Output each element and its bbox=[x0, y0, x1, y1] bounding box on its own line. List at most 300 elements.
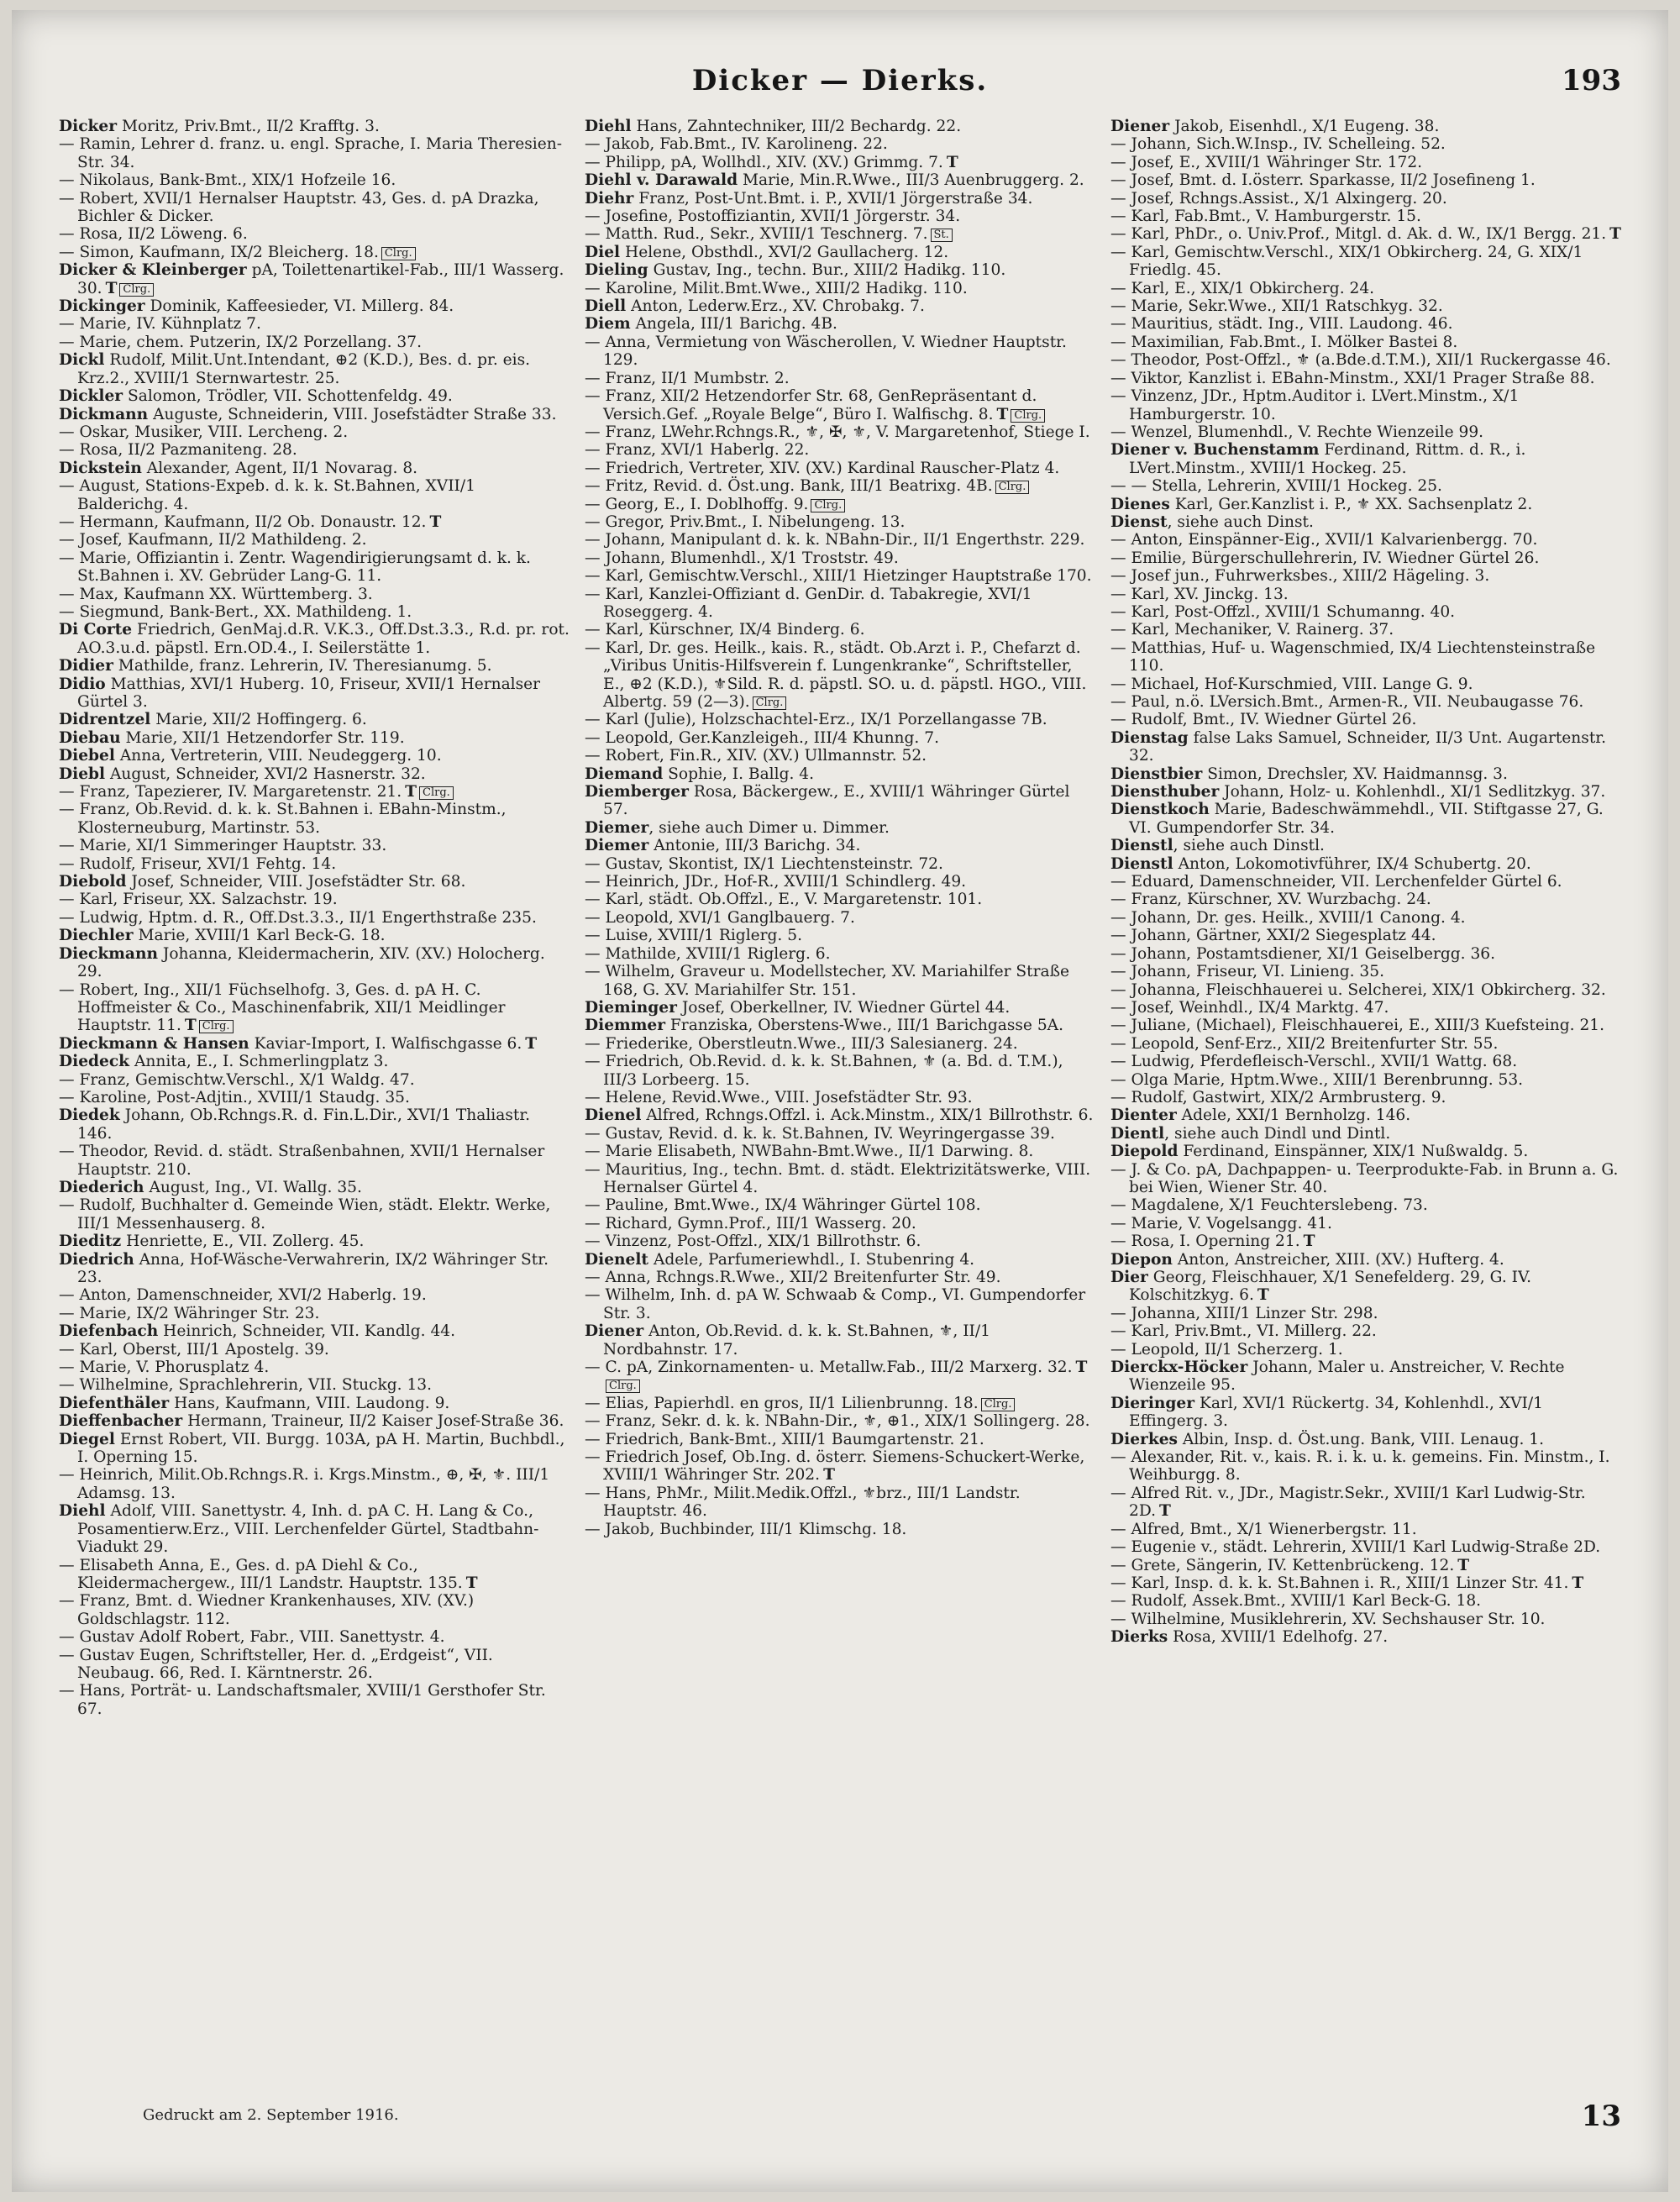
entry-text: — Karl, Post-Offzl., XVIII/1 Schumanng. 40. bbox=[1110, 602, 1456, 621]
entry-surname: Diepon bbox=[1110, 1250, 1173, 1269]
clearing-badge: Clrg. bbox=[995, 481, 1030, 494]
entry-text: — Karl (Julie), Holzschachtel-Erz., IX/1 Porzellangasse 7B. bbox=[585, 711, 1047, 729]
directory-entry bbox=[59, 387, 570, 405]
entry-text: — Paul, n.ö. LVersich.Bmt., Armen-R., VII. Neubaugasse 76. bbox=[1110, 693, 1584, 711]
directory-entry bbox=[1110, 190, 1621, 208]
entry-text: — Mathilde, XVIII/1 Riglerg. 6. bbox=[585, 944, 831, 963]
entry-text: — Johann, Dr. ges. Heilk., XVIII/1 Canong. 4. bbox=[1110, 908, 1466, 927]
directory-entry bbox=[585, 873, 1095, 891]
directory-entry bbox=[1110, 1106, 1621, 1124]
directory-entry bbox=[585, 208, 1095, 225]
entry-surname: Dieditz bbox=[59, 1232, 122, 1251]
telephone-mark: T bbox=[1257, 1286, 1269, 1305]
entry-surname: Didrentzel bbox=[59, 711, 151, 729]
entry-text: — Rosa, I. Operning 21. bbox=[1110, 1232, 1300, 1251]
entry-text: — Rudolf, Buchhalter d. Gemeinde Wien, städt. Elektr. Werke, III/1 Messenhauserg. 8. bbox=[59, 1196, 551, 1232]
directory-entry bbox=[59, 1179, 570, 1196]
directory-entry bbox=[585, 729, 1095, 747]
directory-entry bbox=[1110, 783, 1621, 801]
telephone-mark: T bbox=[429, 512, 442, 531]
directory-entry bbox=[585, 1412, 1095, 1430]
directory-entry bbox=[1110, 999, 1621, 1017]
entry-text: — Karl, Oberst, III/1 Apostelg. 39. bbox=[59, 1340, 329, 1359]
entry-text: Helene, Obsthdl., XVI/2 Gaullacherg. 12. bbox=[620, 243, 949, 261]
entry-text: — Magdalene, X/1 Feuchterslebeng. 73. bbox=[1110, 1196, 1428, 1215]
entry-text: — Luise, XVIII/1 Riglerg. 5. bbox=[585, 927, 802, 945]
entry-text: — Franz, Kürschner, XV. Wurzbachg. 24. bbox=[1110, 891, 1431, 909]
entry-surname: Di Corte bbox=[59, 621, 133, 639]
entry-surname: Diell bbox=[585, 297, 627, 316]
entry-text: — Richard, Gymn.Prof., III/1 Wasserg. 20. bbox=[585, 1214, 916, 1232]
directory-entry bbox=[1110, 945, 1621, 963]
entry-text: — Gustav, Revid. d. k. k. St.Bahnen, IV. Weyringergasse 39. bbox=[585, 1124, 1055, 1143]
directory-entry bbox=[59, 1305, 570, 1322]
entry-text: — Helene, Revid.Wwe., VIII. Josefstädter Str. 93. bbox=[585, 1088, 973, 1106]
entry-text: — Josef, Weinhdl., IX/4 Marktg. 47. bbox=[1110, 998, 1389, 1017]
directory-entry bbox=[1110, 118, 1621, 135]
directory-entry bbox=[59, 837, 570, 854]
entry-surname: Diedeck bbox=[59, 1053, 130, 1071]
entry-text: — Karl, XV. Jinckg. 13. bbox=[1110, 585, 1289, 603]
entry-text: — Marie Elisabeth, NWBahn-Bmt.Wwe., II/1 Darwing. 8. bbox=[585, 1143, 1034, 1161]
directory-entry bbox=[1110, 1305, 1621, 1322]
entry-text: — Karl, Kürschner, IX/4 Binderg. 6. bbox=[585, 621, 865, 639]
entry-text: — Alfred, Bmt., X/1 Wienerbergstr. 11. bbox=[1110, 1520, 1417, 1538]
entry-text: August, Ing., VI. Wallg. 35. bbox=[144, 1178, 362, 1196]
directory-entry bbox=[585, 1521, 1095, 1538]
directory-entry bbox=[585, 927, 1095, 944]
directory-entry bbox=[585, 711, 1095, 728]
entry-text: — Robert, Fin.R., XIV. (XV.) Ullmannstr. 52. bbox=[585, 747, 927, 765]
entry-text: — Ludwig, Pferdefleisch-Verschl., XVII/1 Wattg. 68. bbox=[1110, 1053, 1518, 1071]
entry-text: — Franz, II/1 Mumbstr. 2. bbox=[585, 369, 790, 387]
directory-entry bbox=[1110, 567, 1621, 585]
entry-text: — Franz, Ob.Revid. d. k. k. St.Bahnen i. EBahn-Minstm., Klosterneuburg, Martinstr. 53. bbox=[59, 801, 507, 837]
entry-text: — Friedrich, Vertreter, XIV. (XV.) Kardinal Rauscher-Platz 4. bbox=[585, 459, 1060, 477]
directory-entry bbox=[59, 441, 570, 459]
directory-entry bbox=[59, 261, 570, 297]
entry-text: Ferdinand, Rittm. d. R., i. LVert.Minstm., XVIII/1 Hockeg. 25. bbox=[1129, 441, 1526, 477]
entry-text: Georg, Fleischhauer, X/1 Senefelderg. 29, G. IV. Kolschitzkyg. 6. bbox=[1129, 1269, 1532, 1305]
clearing-badge: Clrg. bbox=[119, 283, 154, 297]
directory-entry bbox=[59, 1628, 570, 1646]
directory-entry bbox=[1110, 315, 1621, 333]
directory-entry bbox=[1110, 1053, 1621, 1070]
entry-surname: Diel bbox=[585, 243, 621, 261]
entry-text: — Johanna, Fleischhauerei u. Selcherei, XIX/1 Obkircherg. 32. bbox=[1110, 980, 1606, 999]
directory-entry bbox=[585, 765, 1095, 783]
directory-entry bbox=[59, 423, 570, 441]
directory-entry bbox=[585, 315, 1095, 333]
entry-text: Johann, Ob.Rchngs.R. d. Fin.L.Dir., XVI/1 Thaliastr. 146. bbox=[77, 1106, 531, 1143]
entry-surname: Dier bbox=[1110, 1269, 1148, 1286]
directory-entry bbox=[1110, 855, 1621, 873]
directory-entry bbox=[585, 963, 1095, 999]
entry-text: — Pauline, Bmt.Wwe., IX/4 Währinger Gürtel 108. bbox=[585, 1196, 981, 1215]
entry-text: Franz, Post-Unt.Bmt. i. P., XVII/1 Jörgerstraße 34. bbox=[633, 189, 1033, 208]
entry-surname: Dienstl bbox=[1110, 837, 1173, 855]
directory-entry bbox=[59, 531, 570, 549]
telephone-mark: T bbox=[105, 279, 118, 297]
entry-text: Alexander, Agent, II/1 Novarag. 8. bbox=[141, 459, 418, 477]
directory-entry bbox=[1110, 927, 1621, 944]
directory-entry bbox=[1110, 171, 1621, 189]
entry-text: — — Stella, Lehrerin, XVIII/1 Hockeg. 25. bbox=[1110, 477, 1442, 496]
entry-surname: Diepold bbox=[1110, 1143, 1179, 1161]
entry-text: — Franz, Tapezierer, IV. Margaretenstr. 21. bbox=[59, 783, 402, 801]
directory-entry bbox=[1110, 1628, 1621, 1646]
directory-entry bbox=[585, 621, 1095, 639]
directory-entry bbox=[585, 423, 1095, 441]
directory-entry bbox=[59, 586, 570, 603]
entry-text: Salomon, Trödler, VII. Schottenfeldg. 49. bbox=[123, 387, 453, 406]
directory-entry bbox=[59, 1106, 570, 1143]
directory-entry bbox=[585, 1106, 1095, 1124]
entry-text: — Elias, Papierhdl. en gros, II/1 Lilienbrunng. 18. bbox=[585, 1394, 979, 1412]
entry-text: — Anna, Rchngs.R.Wwe., XII/2 Breitenfurter Str. 49. bbox=[585, 1269, 1001, 1286]
entry-text: — Leopold, Ger.Kanzleigeh., III/4 Khunng. 7. bbox=[585, 728, 939, 747]
entry-text: — Johann, Blumenhdl., X/1 Troststr. 49. bbox=[585, 549, 899, 567]
directory-entry bbox=[1110, 1089, 1621, 1106]
directory-entry bbox=[59, 513, 570, 531]
directory-entry bbox=[585, 1035, 1095, 1053]
directory-entry bbox=[59, 1502, 570, 1556]
entry-surname: Dienstbier bbox=[1110, 765, 1203, 783]
directory-entry bbox=[585, 586, 1095, 622]
entry-text: — Karl, Friseur, XX. Salzachstr. 19. bbox=[59, 891, 338, 909]
directory-entry bbox=[585, 783, 1095, 819]
directory-entry bbox=[585, 1322, 1095, 1359]
entry-surname: Dieckmann bbox=[59, 944, 158, 963]
clearing-badge: Clrg. bbox=[811, 499, 845, 512]
directory-entry bbox=[1110, 1538, 1621, 1556]
directory-entry bbox=[585, 171, 1095, 189]
entry-surname: Diemand bbox=[585, 765, 664, 783]
entry-text: — Oskar, Musiker, VIII. Lercheng. 2. bbox=[59, 423, 349, 441]
directory-entry bbox=[59, 351, 570, 387]
entry-text: — Johann, Manipulant d. k. k. NBahn-Dir., II/1 Engerthstr. 229. bbox=[585, 531, 1085, 549]
directory-entry bbox=[1110, 513, 1621, 531]
entry-text: — Georg, E., I. Doblhoffg. 9. bbox=[585, 495, 809, 513]
directory-entry bbox=[585, 1431, 1095, 1448]
entry-surname: Diemer bbox=[585, 837, 649, 855]
directory-entry bbox=[585, 1232, 1095, 1250]
directory-entry bbox=[1110, 1232, 1621, 1250]
entry-text: Karl, XVI/1 Rückertg. 34, Kohlenhdl., XVI/1 Effingerg. 3. bbox=[1129, 1394, 1543, 1431]
entry-surname: Diebl bbox=[59, 765, 106, 783]
page-header bbox=[12, 60, 1668, 111]
directory-entry bbox=[59, 1035, 570, 1053]
entry-text: — Heinrich, JDr., Hof-R., XVIII/1 Schindlerg. 49. bbox=[585, 873, 967, 891]
entry-surname: Diener bbox=[585, 1322, 644, 1341]
clearing-badge: Clrg. bbox=[199, 1020, 234, 1033]
entry-text: Henriette, E., VII. Zollerg. 45. bbox=[121, 1232, 365, 1251]
entry-text: — Simon, Kaufmann, IX/2 Bleicherg. 18. bbox=[59, 243, 379, 261]
entry-text: — Ramin, Lehrer d. franz. u. engl. Sprache, I. Maria Theresien-Str. 34. bbox=[59, 135, 562, 171]
entry-text: Rosa, XVIII/1 Edelhofg. 27. bbox=[1168, 1628, 1389, 1647]
entry-text: — Josef, E., XVIII/1 Währinger Str. 172. bbox=[1110, 153, 1423, 171]
entry-text: Ernst Robert, VII. Burgg. 103A, pA H. Martin, Buchbdl., I. Operning 15. bbox=[77, 1430, 565, 1467]
print-date: Gedruckt am 2. September 1916. bbox=[143, 2106, 399, 2124]
entry-surname: Dienstl bbox=[1110, 854, 1173, 873]
entry-text: — Karl, Insp. d. k. k. St.Bahnen i. R., XIII/1 Linzer Str. 41. bbox=[1110, 1574, 1569, 1592]
entry-surname: Dienstkoch bbox=[1110, 801, 1210, 819]
directory-entry bbox=[1110, 1215, 1621, 1232]
entry-text: — Siegmund, Bank-Bert., XX. Mathildeng. 1. bbox=[59, 602, 412, 621]
entry-surname: Dienes bbox=[1110, 495, 1170, 513]
entry-text: — Friedrich, Bank-Bmt., XIII/1 Baumgartenstr. 21. bbox=[585, 1430, 984, 1448]
directory-entry bbox=[1110, 370, 1621, 387]
entry-text: — Leopold, II/1 Scherzerg. 1. bbox=[1110, 1340, 1343, 1359]
directory-entry bbox=[59, 855, 570, 873]
entry-surname: Dierkes bbox=[1110, 1430, 1178, 1448]
entry-text: — Vinzenz, Post-Offzl., XIX/1 Billrothstr. 6. bbox=[585, 1232, 921, 1251]
directory-entry bbox=[585, 1448, 1095, 1485]
directory-entry bbox=[585, 747, 1095, 765]
entry-text: Annita, E., I. Schmerlingplatz 3. bbox=[129, 1053, 389, 1071]
directory-page bbox=[12, 10, 1668, 2192]
entry-text: — Michael, Hof-Kurschmied, VIII. Lange G. 9. bbox=[1110, 675, 1473, 693]
entry-text: Adolf, VIII. Sanettystr. 4, Inh. d. pA C. H. Lang & Co., Posamentierw.Erz., VIII. Lerchenfelder Gürtel, Stadtbahn-Viadukt 29. bbox=[77, 1502, 539, 1557]
directory-entry bbox=[1110, 1143, 1621, 1160]
directory-entry bbox=[1110, 873, 1621, 891]
directory-entry bbox=[59, 891, 570, 908]
directory-entry bbox=[585, 477, 1095, 495]
entry-text: — Anna, Vermietung von Wäscherollen, V. Wiedner Hauptstr. 129. bbox=[585, 333, 1067, 370]
telephone-mark: T bbox=[946, 153, 958, 171]
telephone-mark: T bbox=[1159, 1502, 1171, 1521]
directory-entry bbox=[1110, 1574, 1621, 1592]
directory-entry bbox=[1110, 621, 1621, 639]
entry-text: — Gustav Adolf Robert, Fabr., VIII. Sanettystr. 4. bbox=[59, 1628, 445, 1647]
telephone-mark: T bbox=[525, 1034, 538, 1053]
entry-text: — Elisabeth Anna, E., Ges. d. pA Diehl & Co., Kleidermachergew., III/1 Landstr. Hauptstr. 135. bbox=[59, 1556, 463, 1592]
entry-text: Adele, XXI/1 Bernholzg. 146. bbox=[1176, 1106, 1411, 1125]
entry-text: — Nikolaus, Bank-Bmt., XIX/1 Hofzeile 16. bbox=[59, 171, 396, 190]
directory-entry bbox=[1110, 1035, 1621, 1053]
directory-entry bbox=[1110, 891, 1621, 908]
entry-text: — Josef, Bmt. d. I.österr. Sparkasse, II/2 Josefineng 1. bbox=[1110, 171, 1536, 190]
entry-surname: Dieringer bbox=[1110, 1394, 1195, 1412]
entry-text: Kaviar-Import, I. Walfischgasse 6. bbox=[249, 1034, 522, 1053]
directory-entry bbox=[1110, 1251, 1621, 1269]
directory-entry bbox=[59, 657, 570, 675]
directory-entry bbox=[1110, 496, 1621, 513]
entry-text: — J. & Co. pA, Dachpappen- u. Teerprodukte-Fab. in Brunn a. G. bei Wien, Wiener Str. 40. bbox=[1110, 1160, 1619, 1196]
directory-entry bbox=[59, 1592, 570, 1628]
directory-entry bbox=[1110, 586, 1621, 603]
column-3 bbox=[1110, 118, 1621, 2092]
directory-entry bbox=[59, 675, 570, 712]
entry-text: Anton, Lokomotivführer, IX/4 Schubertg. 20. bbox=[1173, 854, 1531, 873]
entry-text: Auguste, Schneiderin, VIII. Josefstädter Straße 33. bbox=[148, 405, 557, 423]
directory-entry bbox=[59, 1341, 570, 1359]
entry-surname: Diedrich bbox=[59, 1250, 134, 1269]
directory-entry bbox=[59, 190, 570, 226]
entry-text: — Marie, V. Phorusplatz 4. bbox=[59, 1359, 270, 1377]
entry-surname: Dicker bbox=[59, 118, 118, 135]
entry-surname: Diener v. Buchenstamm bbox=[1110, 441, 1320, 460]
telephone-mark: T bbox=[823, 1466, 835, 1485]
entry-text: , siehe auch Dindl und Dintl. bbox=[1164, 1124, 1391, 1143]
entry-surname: Dienst bbox=[1110, 512, 1168, 531]
entry-text: — Johann, Gärtner, XXI/2 Siegesplatz 44. bbox=[1110, 927, 1436, 945]
entry-surname: Diehl bbox=[585, 118, 632, 135]
entry-text: — Marie, IV. Kühnplatz 7. bbox=[59, 315, 261, 334]
entry-surname: Diemer bbox=[585, 818, 649, 837]
entry-text: — Ludwig, Hptm. d. R., Off.Dst.3.3., II/1 Engerthstraße 235. bbox=[59, 908, 537, 927]
directory-entry bbox=[585, 1089, 1095, 1106]
column-2 bbox=[585, 118, 1095, 2092]
directory-entry bbox=[59, 1431, 570, 1467]
entry-surname: Dientl bbox=[1110, 1124, 1165, 1143]
clearing-badge: St. bbox=[931, 229, 953, 242]
entry-text: — Matthias, Huf- u. Wagenschmied, IX/4 Liechtensteinstraße 110. bbox=[1110, 639, 1596, 675]
entry-text: — Josef jun., Fuhrwerksbes., XIII/2 Hägeling. 3. bbox=[1110, 567, 1490, 586]
entry-text: — Wilhelmine, Sprachlehrerin, VII. Stuckg. 13. bbox=[59, 1376, 433, 1395]
directory-entry bbox=[1110, 154, 1621, 171]
directory-entry bbox=[1110, 729, 1621, 765]
directory-entry bbox=[1110, 711, 1621, 728]
directory-entry bbox=[59, 783, 570, 801]
entry-text: — Wilhelmine, Musiklehrerin, XV. Sechshauser Str. 10. bbox=[1110, 1610, 1546, 1628]
entry-text: — Rosa, II/2 Pazmaniteng. 28. bbox=[59, 441, 297, 460]
directory-entry bbox=[59, 1412, 570, 1430]
directory-entry bbox=[1110, 1521, 1621, 1538]
directory-entry bbox=[1110, 1322, 1621, 1340]
telephone-mark: T bbox=[1303, 1232, 1315, 1251]
entry-text: — Gregor, Priv.Bmt., I. Nibelungeng. 13. bbox=[585, 512, 906, 531]
entry-text: — Viktor, Kanzlist i. EBahn-Minstm., XXI/1 Prager Straße 88. bbox=[1110, 369, 1595, 387]
directory-entry bbox=[1110, 981, 1621, 999]
directory-entry bbox=[585, 855, 1095, 873]
directory-entry bbox=[585, 370, 1095, 387]
directory-entry bbox=[59, 1089, 570, 1106]
entry-surname: Dickinger bbox=[59, 297, 145, 316]
directory-entry bbox=[585, 1269, 1095, 1286]
entry-text: Rudolf, Milit.Unt.Intendant, ⊕2 (K.D.), Bes. d. pr. eis. Krz.2., XVIII/1 Sternwartestr. 25. bbox=[77, 351, 531, 387]
entry-surname: Diehl v. Darawald bbox=[585, 171, 738, 190]
entry-text: Simon, Drechsler, XV. Haidmannsg. 3. bbox=[1202, 765, 1508, 783]
entry-surname: Dieffenbacher bbox=[59, 1412, 183, 1431]
telephone-mark: T bbox=[465, 1574, 478, 1592]
entry-surname: Diefenbach bbox=[59, 1322, 159, 1341]
entry-text: — Heinrich, Milit.Ob.Rchngs.R. i. Krgs.Minstm., ⊕, ✠, ⚜. III/1 Adamsg. 13. bbox=[59, 1466, 550, 1502]
entry-text: — Wilhelm, Inh. d. pA W. Schwaab & Comp., VI. Gumpendorfer Str. 3. bbox=[585, 1286, 1086, 1322]
directory-entry bbox=[59, 477, 570, 513]
entry-surname: Dierckx-Höcker bbox=[1110, 1359, 1248, 1377]
entry-text: — Franz, Bmt. d. Wiedner Krankenhauses, XIV. (XV.) Goldschlagstr. 112. bbox=[59, 1592, 475, 1628]
entry-text: — Fritz, Revid. d. Öst.ung. Bank, III/1 Beatrixg. 4B. bbox=[585, 477, 993, 496]
entry-text: — Alfred Rit. v., JDr., Magistr.Sekr., XVIII/1 Karl Ludwig-Str. 2D. bbox=[1110, 1484, 1586, 1521]
entry-text: false Laks Samuel, Schneider, II/3 Unt. Augartenstr. 32. bbox=[1129, 728, 1607, 765]
telephone-mark: T bbox=[1075, 1359, 1088, 1377]
directory-entry bbox=[1110, 208, 1621, 225]
entry-text: — Marie, XI/1 Simmeringer Hauptstr. 33. bbox=[59, 837, 387, 855]
entry-text: — Emilie, Bürgerschullehrerin, IV. Wiedner Gürtel 26. bbox=[1110, 549, 1540, 567]
entry-text: — Franz, Gemischtw.Verschl., X/1 Waldg. 47. bbox=[59, 1070, 415, 1089]
directory-entry bbox=[1110, 334, 1621, 351]
entry-surname: Dienelt bbox=[585, 1250, 649, 1269]
entry-text: — Rudolf, Assek.Bmt., XVIII/1 Karl Beck-G. 18. bbox=[1110, 1592, 1482, 1611]
column-1 bbox=[59, 118, 570, 2092]
directory-entry bbox=[59, 765, 570, 783]
clearing-badge: Clrg. bbox=[606, 1380, 640, 1393]
clearing-badge: Clrg. bbox=[1011, 409, 1045, 423]
entry-text: Friedrich, GenMaj.d.R. V.K.3., Off.Dst.3.3., R.d. pr. rot. AO.3.u.d. päpstl. Ern.OD.4., I. Seilerstätte 1. bbox=[77, 621, 570, 657]
directory-entry bbox=[59, 135, 570, 171]
entry-text: Johann, Maler u. Anstreicher, V. Rechte Wienzeile 95. bbox=[1129, 1359, 1565, 1395]
directory-entry bbox=[585, 999, 1095, 1017]
entry-text: Johann, Holz- u. Kohlenhdl., XI/1 Sedlitzkyg. 37. bbox=[1219, 783, 1606, 801]
directory-entry bbox=[59, 460, 570, 477]
directory-entry bbox=[585, 1053, 1095, 1089]
entry-text: — Jakob, Fab.Bmt., IV. Karolineng. 22. bbox=[585, 135, 888, 154]
directory-entry bbox=[1110, 765, 1621, 783]
directory-entry bbox=[1110, 531, 1621, 549]
directory-entry bbox=[585, 460, 1095, 477]
directory-entry bbox=[1110, 135, 1621, 153]
directory-entry bbox=[59, 1466, 570, 1502]
entry-text: — Max, Kaufmann XX. Württemberg. 3. bbox=[59, 585, 373, 603]
sheet-number: 13 bbox=[1581, 2100, 1621, 2133]
directory-entry bbox=[1110, 1592, 1621, 1610]
directory-entry bbox=[585, 531, 1095, 549]
entry-text: — Philipp, pA, Wollhdl., XIV. (XV.) Grimmg. 7. bbox=[585, 153, 943, 171]
directory-entry bbox=[585, 280, 1095, 297]
directory-entry bbox=[585, 945, 1095, 963]
directory-entry bbox=[59, 1376, 570, 1394]
directory-entry bbox=[585, 1215, 1095, 1232]
entry-surname: Diedek bbox=[59, 1106, 120, 1125]
entry-text: Marie, Min.R.Wwe., III/3 Auenbruggerg. 2. bbox=[738, 171, 1084, 190]
directory-entry bbox=[1110, 1611, 1621, 1628]
directory-entry bbox=[585, 334, 1095, 370]
entry-text: — Franz, Sekr. d. k. k. NBahn-Dir., ⚜, ⊕1., XIX/1 Sollingerg. 28. bbox=[585, 1412, 1090, 1431]
entry-text: Johanna, Kleidermacherin, XIV. (XV.) Holocherg. 29. bbox=[77, 944, 545, 981]
entry-text: — Franz, XVI/1 Haberlg. 22. bbox=[585, 441, 810, 460]
entry-text: — Olga Marie, Hptm.Wwe., XIII/1 Berenbrunng. 53. bbox=[1110, 1070, 1524, 1089]
entry-text: — Wenzel, Blumenhdl., V. Rechte Wienzeile 99. bbox=[1110, 423, 1484, 441]
entry-text: — Vinzenz, JDr., Hptm.Auditor i. LVert.Minstm., X/1 Hamburgerstr. 10. bbox=[1110, 387, 1520, 423]
directory-entry bbox=[1110, 801, 1621, 837]
directory-entry bbox=[1110, 387, 1621, 423]
entry-surname: Diefenthäler bbox=[59, 1394, 170, 1412]
directory-entry bbox=[59, 1251, 570, 1287]
directory-entry bbox=[1110, 1395, 1621, 1431]
entry-text: Marie, XII/2 Hoffingerg. 6. bbox=[150, 711, 367, 729]
running-head: Dicker — Dierks. bbox=[691, 64, 989, 97]
entry-text: — Marie, Offiziantin i. Zentr. Wagendirigierungsamt d. k. k. St.Bahnen i. XV. Gebrüder Lang-G. 11. bbox=[59, 549, 531, 586]
clearing-badge: Clrg. bbox=[381, 247, 416, 260]
entry-surname: Diemmer bbox=[585, 1017, 665, 1035]
entry-text: — Karl, Mechaniker, V. Rainerg. 37. bbox=[1110, 621, 1394, 639]
directory-entry bbox=[1110, 244, 1621, 280]
entry-surname: Diensthuber bbox=[1110, 783, 1220, 801]
page-number: 193 bbox=[1562, 64, 1621, 97]
entry-text: — Johann, Friseur, VI. Linieng. 35. bbox=[1110, 963, 1384, 981]
entry-surname: Dickmann bbox=[59, 405, 149, 423]
page-footer bbox=[59, 2100, 1621, 2133]
directory-entry bbox=[59, 1232, 570, 1250]
directory-entry bbox=[585, 837, 1095, 854]
entry-text: — Karl, städt. Ob.Offzl., E., V. Margaretenstr. 101. bbox=[585, 891, 983, 909]
directory-entry bbox=[1110, 1161, 1621, 1197]
entry-surname: Dickl bbox=[59, 351, 105, 370]
entry-text: — Karoline, Milit.Bmt.Wwe., XIII/2 Hadikg. 110. bbox=[585, 279, 968, 297]
telephone-mark: T bbox=[1457, 1556, 1470, 1574]
directory-entry bbox=[585, 1161, 1095, 1197]
